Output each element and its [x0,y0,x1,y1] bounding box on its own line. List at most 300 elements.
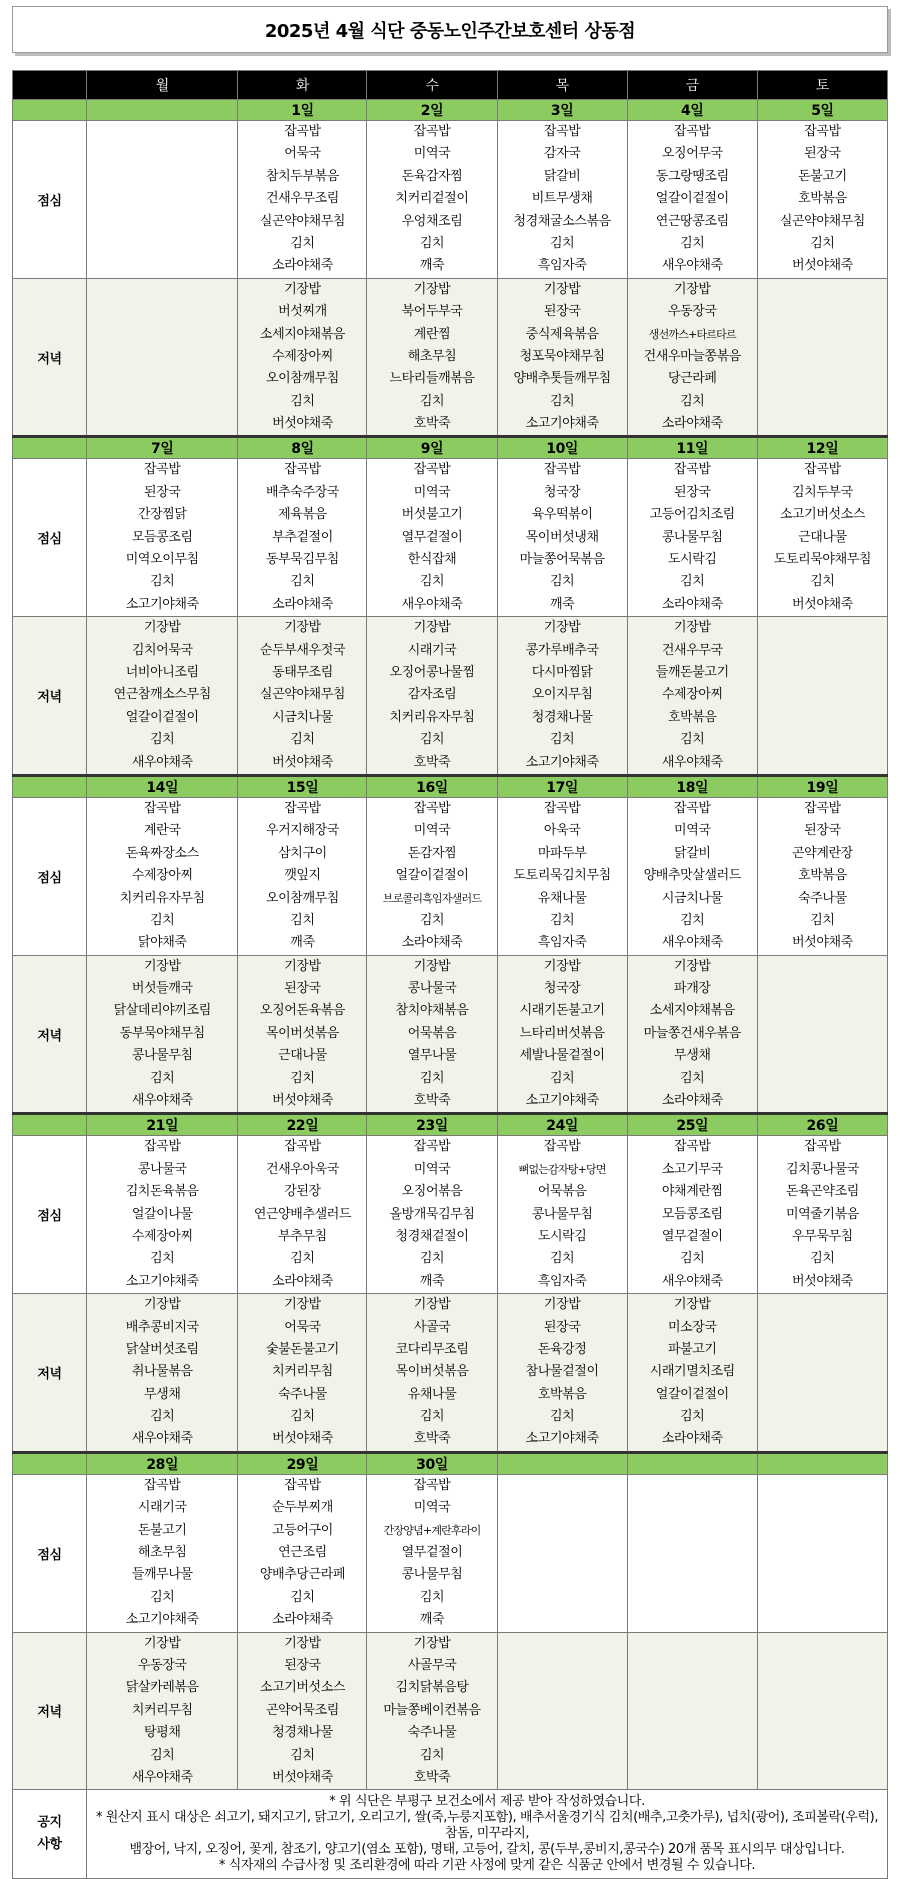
menu-item: 소라야채죽 [272,258,333,274]
menu-item: 호박죽 [413,754,451,770]
date-cell: 22일 [238,1114,367,1136]
menu-item: 소라야채죽 [401,935,463,951]
date-cell: 29일 [238,1452,367,1474]
dinner-menu-cell [367,278,497,437]
dinner-label: 저녁 [13,1632,87,1790]
menu-item: 돈육강정 [537,1341,587,1357]
menu-item: 잡곡밥 [144,800,181,816]
dinner-menu-cell [87,955,238,1114]
menu-item: 부추겉절이 [272,529,333,545]
menu-item: 연근참깨소스무침 [113,687,211,703]
weekday-header-row [13,71,888,100]
weekday-thu: 목 [497,71,627,100]
menu-item: 김치 [549,574,575,590]
menu-item: 건새우무조림 [265,191,339,207]
menu-item: 배추숙주장국 [265,484,339,500]
menu-item: 콩나물무침 [531,1206,593,1222]
lunch-menu-cell [757,121,887,279]
menu-item: 소고기무국 [661,1161,723,1177]
lunch-menu-cell [497,1136,627,1294]
menu-item: 연근양배추샐러드 [253,1206,352,1222]
menu-item: 김치 [549,732,575,748]
lunch-menu-cell [87,797,238,955]
menu-item: 오이지무침 [531,687,593,703]
dinner-menu-cell [87,617,238,776]
menu-item: 흑임자죽 [537,1273,587,1289]
menu-item: 건새우아욱국 [265,1161,339,1177]
menu-table [12,70,888,1879]
menu-item: 기장밥 [674,1297,711,1313]
menu-item: 기장밥 [144,1635,181,1651]
menu-item: 참나물겉절이 [525,1364,599,1380]
menu-item: 김치 [419,235,445,251]
menu-item: 잡곡밥 [284,800,321,816]
menu-item: 된장국 [804,146,841,162]
menu-item: 잡곡밥 [284,462,321,478]
menu-item: 김치 [549,393,575,409]
lunch-menu-cell [757,797,887,955]
lunch-menu-cell [87,1474,238,1632]
date-cell: 12일 [757,437,887,459]
menu-item: 버섯야채죽 [272,754,333,770]
dinner-menu-cell [367,1294,497,1453]
menu-item: 뼈없는감자탕+당면 [518,1162,606,1176]
menu-item: 호박죽 [413,1093,451,1109]
date-row-spacer [13,100,87,121]
menu-item: 곤약계란장 [792,845,853,861]
menu-item: 기장밥 [543,958,581,974]
menu-item: 청경채굴소스볶음 [513,213,611,229]
menu-item: 기장밥 [674,281,711,297]
menu-item: 양배추당근라페 [259,1567,346,1583]
menu-item: 시금치나물 [272,709,333,725]
menu-item: 탕평채 [144,1725,181,1741]
menu-item: 잡곡밥 [674,800,711,816]
menu-item: 김치 [150,1409,175,1425]
menu-item: 고등어김치조림 [649,507,735,523]
menu-item: 닭갈비 [543,168,581,184]
notice-line: 뱀장어, 낙지, 오징어, 꽃게, 참조기, 양고기(염소 포함), 명태, 고등어, 갈치, 콩(두부,콩비지,콩국수) 20개 품목 표시의무 대상입니다. [129,1842,845,1858]
menu-item: 목이버섯볶음 [265,1025,339,1041]
menu-item: 닭살카레볶음 [125,1680,199,1696]
menu-item: 김치 [290,1409,315,1425]
menu-item: 소고기야채죽 [125,1273,199,1289]
date-cell: 2일 [367,100,497,121]
date-cell: 19일 [757,775,887,797]
menu-item: 기장밥 [144,958,181,974]
menu-item: 부추무침 [278,1228,327,1244]
lunch-menu-cell [497,797,627,955]
menu-item: 김치 [549,1251,575,1267]
lunch-menu-cell [627,797,757,955]
menu-item: 된장국 [804,823,841,839]
menu-item: 잡곡밥 [804,1139,841,1155]
menu-item: 유채나물 [537,890,587,906]
menu-item: 들깨돈불고기 [655,664,729,680]
menu-item: 김치 [549,912,575,928]
weekday-mon: 월 [87,71,238,100]
menu-item: 김치 [680,574,705,590]
menu-item: 김치 [680,732,705,748]
menu-item: 버섯야채죽 [272,1431,333,1447]
date-cell: 23일 [367,1114,497,1136]
menu-item: 기장밥 [284,281,321,297]
menu-item: 소라야채죽 [661,1431,723,1447]
lunch-row [13,459,888,617]
menu-item: 기장밥 [543,620,581,636]
menu-item: 닭야채죽 [137,935,187,951]
menu-item: 감자국 [543,146,581,162]
menu-item: 김치 [680,912,705,928]
menu-item: 기장밥 [284,1297,321,1313]
menu-item: 건새우마늘쫑볶음 [643,348,741,364]
date-cell: 3일 [497,100,627,121]
menu-item: 김치 [419,1747,445,1763]
date-row [13,100,888,121]
menu-item: 새우야채죽 [401,596,463,612]
menu-item: 근대나물 [278,1048,327,1064]
menu-item: 청국장 [543,484,581,500]
menu-item: 해초무침 [407,348,457,364]
menu-item: 잡곡밥 [804,800,841,816]
menu-item: 소고기야채죽 [125,1612,199,1628]
menu-item: 버섯들깨국 [131,981,193,997]
menu-item: 콩나물무침 [661,529,723,545]
lunch-label: 점심 [13,797,87,955]
menu-item: 잡곡밥 [804,462,841,478]
menu-item: 김치 [680,1070,705,1086]
menu-item: 소라야채죽 [661,596,723,612]
menu-item: 깨죽 [419,258,445,274]
menu-item: 강된장 [284,1184,321,1200]
menu-item: 소고기야채죽 [525,1431,599,1447]
menu-item: 김치 [150,1747,175,1763]
lunch-menu-cell [238,459,367,617]
menu-item: 김치 [419,393,445,409]
menu-item: 시래기멸치조림 [649,1364,735,1380]
menu-item: 오이참깨무침 [265,371,339,387]
menu-item: 미역국 [413,1500,451,1516]
menu-item: 김치 [290,1070,315,1086]
menu-item: 잡곡밥 [413,124,451,139]
menu-item: 느타리버섯볶음 [519,1025,605,1041]
menu-item: 새우야채죽 [131,1769,193,1785]
menu-item: 기장밥 [144,1297,181,1313]
menu-item: 김치 [549,1409,575,1425]
menu-item: 얼갈이겉절이 [655,191,729,207]
menu-item: 기장밥 [284,620,321,636]
menu-item: 브로콜리흑임자샐러드 [382,891,482,905]
menu-item: 잡곡밥 [543,1139,581,1155]
menu-item: 파개장 [674,981,711,997]
menu-item: 잡곡밥 [284,1477,321,1493]
menu-item: 기장밥 [543,281,581,297]
lunch-menu-cell [757,1474,887,1632]
lunch-menu-cell [627,121,757,279]
menu-item: 호박볶음 [798,868,847,884]
menu-item: 시래기돈불고기 [519,1003,605,1019]
menu-item: 계란국 [144,823,181,839]
menu-item: 무생채 [144,1386,181,1402]
menu-item: 우거지해장국 [265,823,339,839]
menu-item: 소고기야채죽 [525,754,599,770]
menu-item: 너비아니조림 [125,664,199,680]
menu-item: 닭살버섯조림 [125,1341,199,1357]
menu-item: 북어두부국 [401,304,463,320]
date-cell [757,1452,887,1474]
menu-item: 잡곡밥 [413,1477,451,1493]
menu-item: 새우야채죽 [661,935,723,951]
menu-item: 잡곡밥 [804,124,841,139]
menu-item: 얼갈이겉절이 [395,868,469,884]
dinner-label: 저녁 [13,955,87,1114]
date-row [13,775,888,797]
menu-item: 참치두부볶음 [265,168,339,184]
date-cell [87,100,238,121]
menu-item: 시금치나물 [661,890,723,906]
date-cell: 24일 [497,1114,627,1136]
dinner-row [13,1632,888,1790]
menu-item: 연근조림 [278,1545,327,1561]
menu-item: 수제장아찌 [131,1228,193,1244]
dinner-menu-cell [367,955,497,1114]
lunch-menu-cell [497,459,627,617]
dinner-menu-cell [757,1294,887,1453]
menu-item: 야채계란찜 [661,1184,723,1200]
menu-item: 열무겉절이 [661,1228,723,1244]
lunch-menu-cell [238,1136,367,1294]
date-cell: 18일 [627,775,757,797]
menu-item: 수제장아찌 [131,868,193,884]
lunch-label: 점심 [13,1136,87,1294]
lunch-menu-cell [87,1136,238,1294]
menu-item: 새우야채죽 [661,1273,723,1289]
dinner-menu-cell [367,1632,497,1790]
menu-item: 기장밥 [284,1635,321,1651]
menu-item: 해초무침 [137,1545,187,1561]
menu-item: 청경채나물 [531,709,593,725]
menu-item: 잡곡밥 [543,800,581,816]
menu-item: 호박볶음 [667,709,717,725]
menu-item: 김치 [290,1589,315,1605]
menu-item: 김치 [150,574,175,590]
menu-item: 소라야채죽 [272,596,333,612]
date-row [13,1452,888,1474]
menu-item: 소라야채죽 [661,1093,723,1109]
menu-item: 목이버섯볶음 [395,1364,469,1380]
menu-item: 흑임자죽 [537,258,587,274]
menu-item: 소고기야채죽 [525,416,599,432]
lunch-menu-cell [497,1474,627,1632]
menu-item: 도시락김 [537,1228,587,1244]
menu-item: 김치 [290,235,315,251]
menu-item: 된장국 [284,1658,321,1673]
dinner-label: 저녁 [13,1294,87,1453]
menu-item: 김치 [680,1251,705,1267]
menu-item: 김치 [150,732,175,748]
menu-item: 김치 [810,235,835,251]
menu-item: 새우야채죽 [131,1093,193,1109]
menu-item: 오이참깨무침 [265,890,339,906]
menu-item: 잡곡밥 [674,1139,711,1155]
lunch-menu-cell [627,1136,757,1294]
dinner-row [13,278,888,437]
menu-item: 콩나물국 [137,1161,187,1177]
menu-item: 사골국 [413,1319,451,1335]
menu-item: 우동장국 [137,1658,187,1673]
menu-item: 오징어돈육볶음 [259,1003,346,1019]
menu-item: 열무나물 [407,1048,457,1064]
menu-item: 잡곡밥 [413,1139,451,1155]
menu-item: 숙주나물 [407,1725,457,1741]
menu-item: 마늘쫑건새우볶음 [643,1025,741,1041]
menu-item: 실곤약야채무침 [259,213,346,229]
lunch-menu-cell [87,121,238,279]
menu-item: 동부묵야채무침 [119,1025,205,1041]
dinner-menu-cell [238,1632,367,1790]
menu-item: 김치 [150,1251,175,1267]
menu-item: 콩가루배추국 [525,642,599,658]
lunch-menu-cell [87,459,238,617]
menu-item: 느타리들깨볶음 [389,371,475,387]
menu-item: 김치 [419,1589,445,1605]
lunch-row [13,1136,888,1294]
menu-item: 어묵국 [284,146,321,162]
menu-item: 잡곡밥 [543,462,581,478]
notice-line: * 위 식단은 부평구 보건소에서 제공 받아 작성하였습니다. [329,1794,645,1810]
dinner-menu-cell [238,617,367,776]
menu-item: 된장국 [543,1319,581,1335]
menu-item: 김치 [150,912,175,928]
menu-item: 기장밥 [413,620,451,636]
lunch-menu-cell [757,459,887,617]
menu-item: 파불고기 [667,1341,717,1357]
menu-item: 기장밥 [674,958,711,974]
dinner-menu-cell [367,617,497,776]
menu-item: 김치 [419,1070,445,1086]
menu-item: 소세지야채볶음 [649,1003,735,1019]
menu-item: 콩나물국 [407,981,457,997]
menu-item: 순두부새우젓국 [259,642,346,658]
date-cell: 26일 [757,1114,887,1136]
menu-item: 도토리묵김치무침 [513,868,611,884]
menu-item: 호박볶음 [537,1386,587,1402]
menu-item: 마파두부 [537,845,587,861]
menu-item: 제육볶음 [278,507,327,523]
menu-item: 소라야채죽 [272,1612,333,1628]
date-row-spacer [13,775,87,797]
notice-line: * 식자재의 수급사정 및 조리환경에 따라 기관 사정에 맞게 같은 식품군 안에서 변경될 수 있습니다. [218,1858,756,1874]
menu-item: 청국장 [543,981,581,997]
dinner-menu-cell [627,617,757,776]
date-cell: 8일 [238,437,367,459]
menu-item: 들깨무나물 [131,1567,193,1583]
lunch-label: 점심 [13,1474,87,1632]
date-cell: 16일 [367,775,497,797]
menu-item: 잡곡밥 [543,124,581,139]
menu-item: 사골무국 [407,1658,457,1673]
menu-item: 근대나물 [798,529,847,545]
menu-item: 새우야채죽 [661,258,723,274]
menu-item: 김치 [680,1409,705,1425]
menu-item: 새우야채죽 [131,754,193,770]
menu-item: 깨죽 [419,1273,445,1289]
menu-item: 청경채겉절이 [395,1228,469,1244]
menu-item: 기장밥 [413,958,451,974]
dinner-menu-cell [497,1632,627,1790]
menu-item: 숙주나물 [798,890,847,906]
menu-item: 미역국 [413,823,451,839]
menu-item: 콩나물무침 [401,1567,463,1583]
weekday-fri: 금 [627,71,757,100]
menu-item: 기장밥 [674,620,711,636]
dinner-menu-cell [757,278,887,437]
menu-item: 버섯야채죽 [792,258,853,274]
menu-item: 배추콩비지국 [125,1319,199,1335]
menu-item: 버섯야채죽 [272,1769,333,1785]
menu-item: 소라야채죽 [661,416,723,432]
dinner-menu-cell [627,1632,757,1790]
menu-item: 버섯야채죽 [792,596,853,612]
date-cell: 15일 [238,775,367,797]
menu-item: 소세지야채볶음 [259,326,346,342]
menu-item: 버섯야채죽 [792,935,853,951]
dinner-menu-cell [497,1294,627,1453]
menu-item: 오징어무국 [661,146,723,162]
menu-item: 김치 [419,732,445,748]
menu-item: 버섯야채죽 [272,416,333,432]
menu-item: 마늘쫑베이컨볶음 [383,1702,481,1718]
date-cell: 14일 [87,775,238,797]
menu-item: 미역국 [413,484,451,500]
menu-item: 흑임자죽 [537,935,587,951]
dinner-menu-cell [497,617,627,776]
menu-item: 소고기버섯소스 [259,1680,346,1696]
menu-item: 세발나물겉절이 [519,1048,605,1064]
dinner-row [13,1294,888,1453]
menu-item: 아욱국 [543,823,581,839]
date-row-spacer [13,1452,87,1474]
dinner-menu-cell [497,278,627,437]
dinner-label: 저녁 [13,617,87,776]
menu-item: 코다리무조림 [395,1341,469,1357]
menu-item: 다시마찜닭 [531,664,593,680]
menu-item: 어묵볶음 [407,1025,457,1041]
menu-item: 돈육감자찜 [401,168,463,184]
lunch-label: 점심 [13,459,87,617]
menu-item: 순두부찌개 [272,1500,333,1516]
date-cell [497,1452,627,1474]
menu-item: 잡곡밥 [413,800,451,816]
menu-item: 된장국 [674,484,711,500]
menu-item: 비트무생채 [531,191,593,207]
menu-item: 간장찜닭 [137,507,187,523]
menu-item: 얼갈이겉절이 [655,1386,729,1402]
menu-item: 깻잎지 [284,868,321,884]
lunch-menu-cell [238,121,367,279]
menu-item: 버섯불고기 [401,507,463,523]
menu-item: 김치 [419,1409,445,1425]
menu-item: 어묵볶음 [537,1184,587,1200]
menu-item: 육우떡볶이 [531,507,593,523]
menu-item: 곤약어묵조림 [265,1702,339,1718]
dinner-menu-cell [238,955,367,1114]
menu-item: 우엉채조림 [401,213,463,229]
menu-item: 돈불고기 [137,1522,187,1538]
menu-item: 김치 [290,574,315,590]
menu-item: 기장밥 [284,958,321,974]
menu-item: 돈감자찜 [407,845,457,861]
